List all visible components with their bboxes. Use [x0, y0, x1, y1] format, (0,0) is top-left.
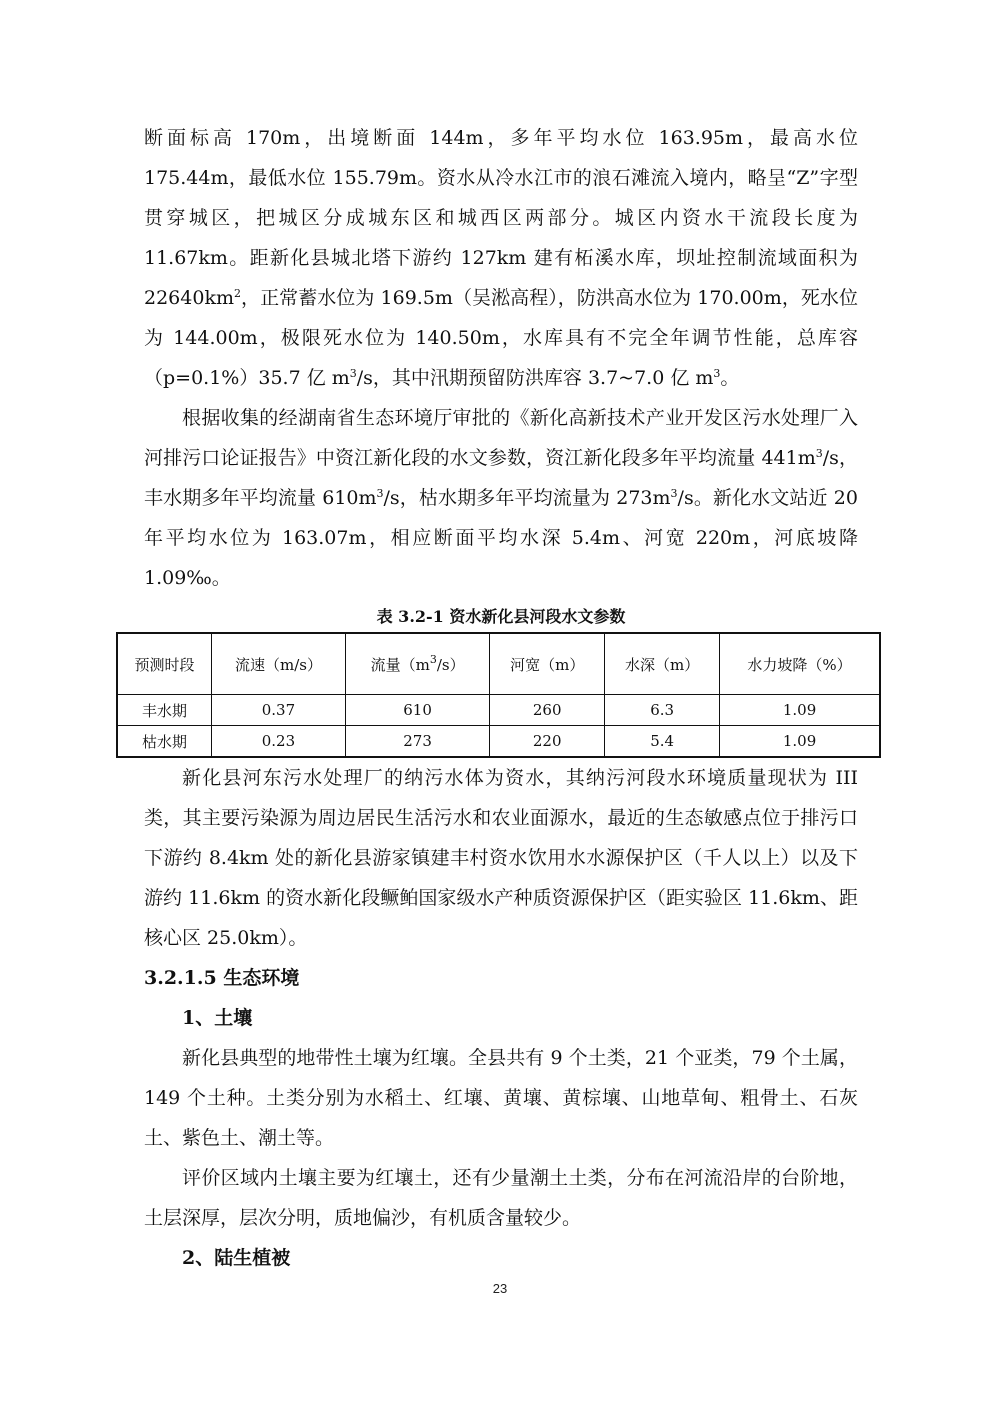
text-run: /s） — [436, 655, 465, 674]
text-run: 流量（m — [370, 655, 430, 674]
cell-depth: 6.3 — [605, 695, 720, 726]
cell-depth: 5.4 — [605, 726, 720, 758]
hydrology-table — [116, 632, 881, 758]
cell-velocity: 0.23 — [212, 726, 346, 758]
cell-flow: 610 — [345, 695, 489, 726]
text-run: /s，枯水期多年平均流量为 273m — [383, 487, 671, 509]
superscript: 3 — [349, 367, 357, 380]
superscript: 3 — [429, 652, 437, 666]
superscript: 3 — [815, 447, 823, 460]
cell-slope: 1.09 — [720, 726, 880, 758]
text-run: /s，其中汛期预留防洪库容 3.7~7.0 亿 m — [356, 367, 714, 389]
header-slope: 水力坡降（%） — [720, 633, 880, 695]
text-run: /s，丰水期多年平均流量 610m — [144, 447, 859, 509]
paragraph-soil-assessment: 评价区域内土壤主要为红壤土，还有少量潮土土类，分布在河流沿岸的台阶地，土层深厚，层次分明，质地偏沙，有机质含量较少。 — [144, 1167, 858, 1229]
table-header-row — [117, 633, 880, 695]
cell-flow: 273 — [345, 726, 489, 758]
text-run: 。 — [720, 367, 740, 389]
table-caption: 表 3.2-1 资水新化县河段水文参数 — [376, 607, 626, 626]
text-run: /s。新化水文站近 20 年平均水位为 163.07m，相应断面平均水深 5.4m、河宽 220m，河底坡降 1.09‰。 — [144, 487, 858, 589]
header-velocity: 流速（m/s） — [212, 633, 346, 695]
section-heading: 3.2.1.5 生态环境 — [144, 967, 300, 989]
page-number: 23 — [492, 1281, 508, 1296]
superscript: 3 — [713, 367, 721, 380]
paragraph-discharge-receiving-water: 新化县河东污水处理厂的纳污水体为资水，其纳污河段水环境质量现状为 III 类，其主要污染源为周边居民生活污水和农业面源水，最近的生态敏感点位于排污口下游约 8.4km 处的新化县游家镇建丰村资水饮用水水源保护区（千人以上）以及下游约 11.6km 的资水新化段鳜鲌国家级水产种质资源保护区（距实验区 11.6km、距核心区 25.0km）。 — [144, 767, 858, 949]
cell-period: 丰水期 — [117, 695, 212, 726]
header-period: 预测时段 — [117, 633, 212, 695]
cell-width: 220 — [490, 726, 605, 758]
text-run: 根据收集的经湖南省生态环境厅审批的《新化高新技术产业开发区污水处理厂入河排污口论证报告》中资江新化段的水文参数，资江新化段多年平均流量 441m — [144, 407, 858, 469]
cell-slope: 1.09 — [720, 695, 880, 726]
cell-period: 枯水期 — [117, 726, 212, 758]
paragraph-river-reservoir — [144, 118, 858, 398]
cell-velocity: 0.37 — [212, 695, 346, 726]
superscript: 3 — [376, 487, 384, 500]
text-run: ，正常蓄水位为 169.5m（吴淞高程），防洪高水位为 170.00m，死水位为 144.00m，极限死水位为 140.50m，水库具有不完全年调节性能，总库容（p=0.1%）35.7 亿 m — [144, 287, 858, 389]
superscript: 2 — [233, 287, 241, 300]
cell-width: 260 — [490, 695, 605, 726]
header-flow — [345, 633, 489, 695]
document-page — [134, 118, 859, 1278]
text-run: 断面标高 170m，出境断面 144m，多年平均水位 163.95m，最高水位 175.44m，最低水位 155.79m。资水从冷水江市的浪石滩流入境内，略呈“Z”字型贯穿城区，把城区分成城东区和城西区两部分。城区内资水干流段长度为 11.67km。距新化县城北塔下游约 127km 建有柘溪水库，坝址控制流域面积为 22640km — [144, 127, 858, 309]
paragraph-soil-types: 新化县典型的地带性土壤为红壤。全县共有 9 个土类，21 个亚类，79 个土属，149 个土种。土类分别为水稻土、红壤、黄壤、黄棕壤、山地草甸、粗骨土、石灰土、紫色土、潮土等。 — [144, 1047, 858, 1149]
superscript: 3 — [670, 487, 678, 500]
header-depth: 水深（m） — [605, 633, 720, 695]
table-row — [117, 695, 880, 726]
header-width: 河宽（m） — [490, 633, 605, 695]
subheading-soil: 1、土壤 — [182, 1007, 253, 1029]
paragraph-hydrology-params — [144, 398, 858, 598]
table-row — [117, 726, 880, 758]
subheading-vegetation: 2、陆生植被 — [182, 1247, 291, 1269]
